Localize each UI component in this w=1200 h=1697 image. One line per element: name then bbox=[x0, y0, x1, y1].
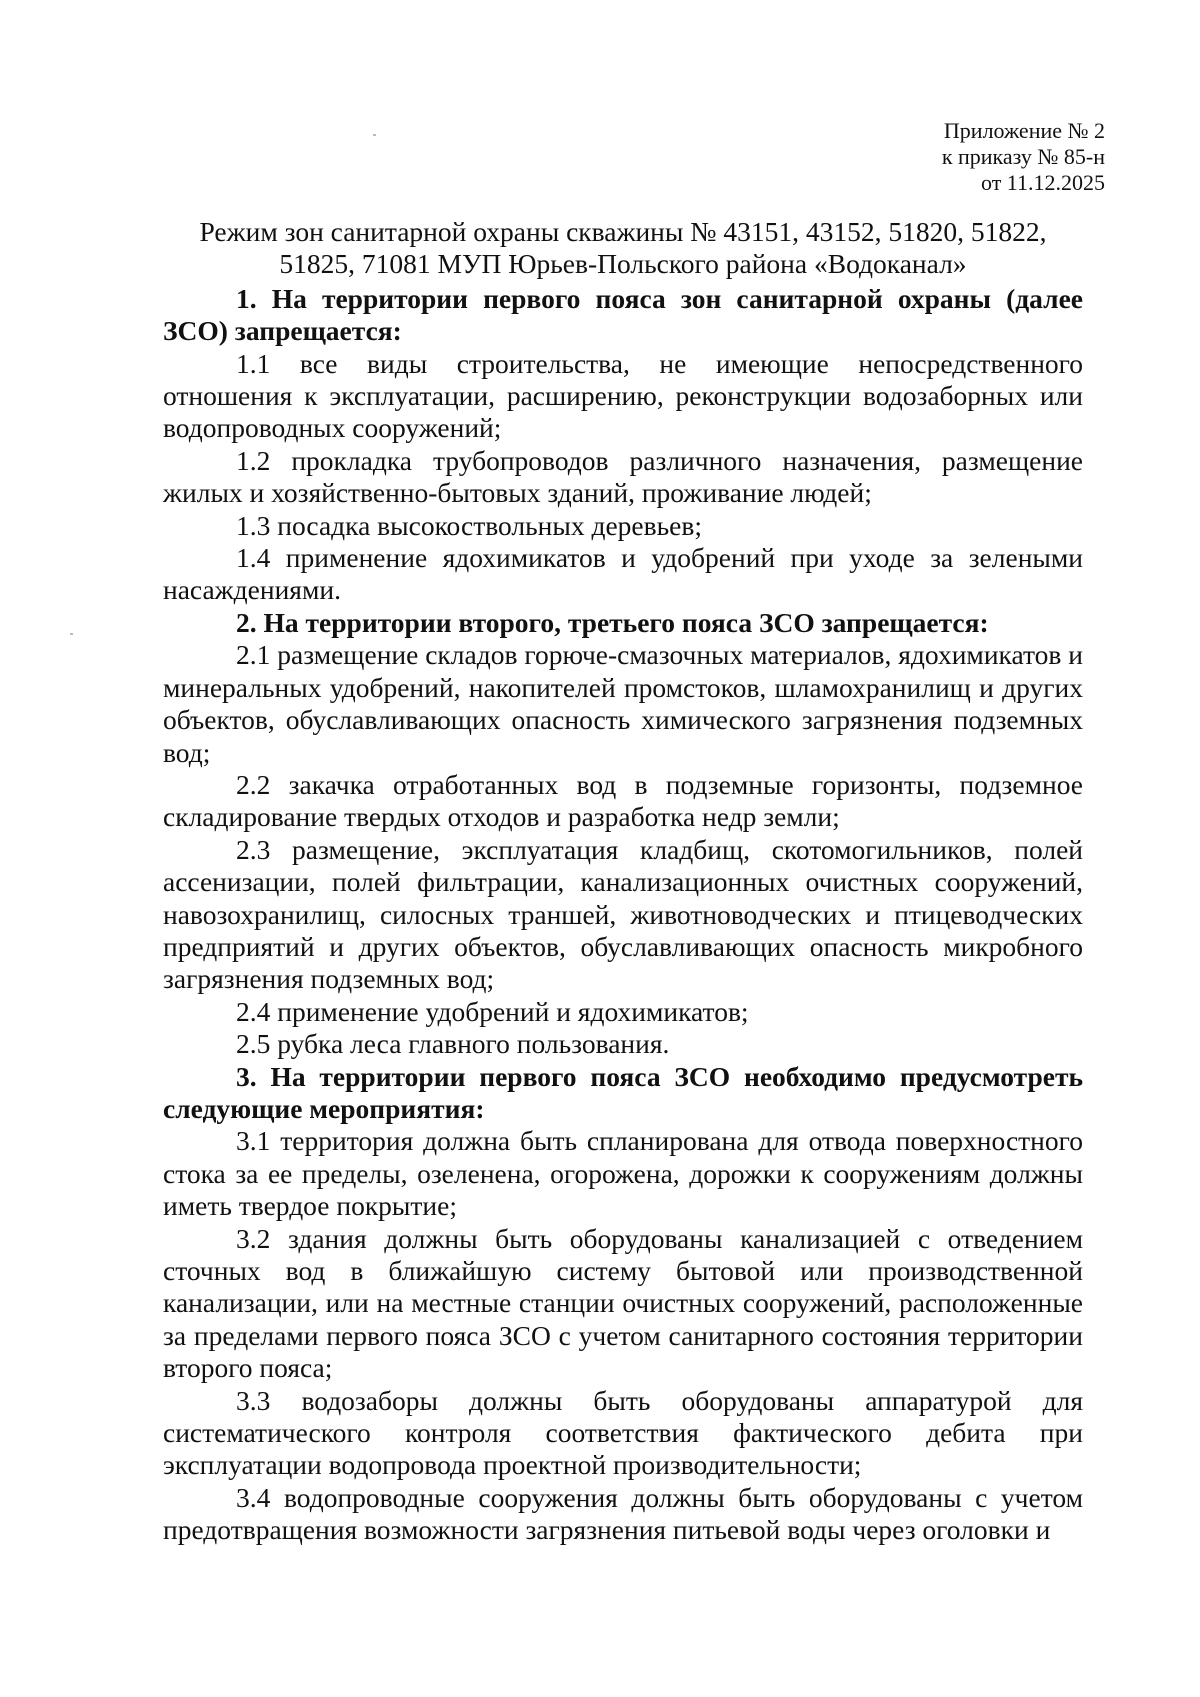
document-body bbox=[163, 216, 1083, 1547]
scan-speck bbox=[70, 633, 73, 635]
section-item: 1.4 применение ядохимикатов и удобрений при уходе за зелеными насаждениями. bbox=[163, 542, 1083, 606]
annex-order: к приказу № 85-н bbox=[941, 144, 1105, 169]
title-line: Режим зон санитарной охраны скважины № 43151, 43152, 51820, 51822, bbox=[199, 216, 1047, 247]
section-item: 3.2 здания должны быть оборудованы канализацией с отведением сточных вод в ближайшую систему бытовой или производственной канализации, или на местные станции очистных сооружений, расположенные за пределами первого пояса ЗСО с учетом санитарного состояния территории второго пояса; bbox=[163, 1222, 1083, 1384]
annex-date: от 11.12.2025 bbox=[980, 170, 1105, 195]
title-line: 51825, 71081 МУП Юрьев-Польского района «Водоканал» bbox=[279, 248, 967, 280]
annex-number: Приложение № 2 bbox=[943, 118, 1105, 143]
section-item: 1.2 прокладка трубопроводов различного назначения, размещение жилых и хозяйственно-бытовых зданий, проживание людей; bbox=[163, 444, 1083, 509]
annex-reference bbox=[942, 118, 1105, 196]
section-item: 2.3 размещение, эксплуатация кладбищ, скотомогильников, полей ассенизации, полей фильтрации, канализационных очистных сооружений, навозохранилищ, силосных траншей, животноводческих и птицеводческих предприятий и других объектов, обуславливающих опасность микробного загрязнения подземных вод; bbox=[163, 833, 1083, 995]
section-item: 3.3 водозаборы должны быть оборудованы аппаратурой для систематического контроля соответствия фактического дебита при эксплуатации водопровода проектной производительности; bbox=[163, 1384, 1083, 1481]
section-heading: 2. На территории второго, третьего пояса ЗСО запрещается: bbox=[236, 606, 989, 638]
section-item: 2.5 рубка леса главного пользования. bbox=[236, 1028, 670, 1060]
section-heading: 1. На территории первого пояса зон санитарной охраны (далее ЗСО) запрещается: bbox=[163, 282, 1083, 347]
section-heading: 3. На территории первого пояса ЗСО необходимо предусмотреть следующие мероприятия: bbox=[163, 1060, 1083, 1124]
section-item: 2.1 размещение складов горюче-смазочных материалов, ядохимикатов и минеральных удобрений, накопителей промстоков, шламохранилищ и других объектов, обуславливающих опасность химического загрязнения подземных вод; bbox=[163, 639, 1083, 768]
scan-speck bbox=[373, 134, 376, 136]
section-item: 3.1 территория должна быть спланирована для отвода поверхностного стока за ее пределы, озеленена, огорожена, дорожки к сооружениям должны иметь твердое покрытие; bbox=[163, 1125, 1083, 1222]
document-title bbox=[163, 216, 1083, 281]
section-item: 1.3 посадка высокоствольных деревьев; bbox=[236, 509, 702, 541]
section-1 bbox=[163, 283, 1083, 607]
section-item: 3.4 водопроводные сооружения должны быть оборудованы с учетом предотвращения возможности загрязнения питьевой воды через оголовки и bbox=[163, 1481, 1083, 1546]
section-item: 2.4 применение удобрений и ядохимикатов; bbox=[236, 995, 749, 1027]
section-item: 1.1 все виды строительства, не имеющие непосредственного отношения к эксплуатации, расширению, реконструкции водозаборных или водопроводных сооружений; bbox=[163, 347, 1083, 444]
section-2 bbox=[163, 607, 1083, 1061]
section-item: 2.2 закачка отработанных вод в подземные горизонты, подземное складирование твердых отходов и разработка недр земли; bbox=[163, 768, 1083, 833]
section-3 bbox=[163, 1061, 1083, 1547]
